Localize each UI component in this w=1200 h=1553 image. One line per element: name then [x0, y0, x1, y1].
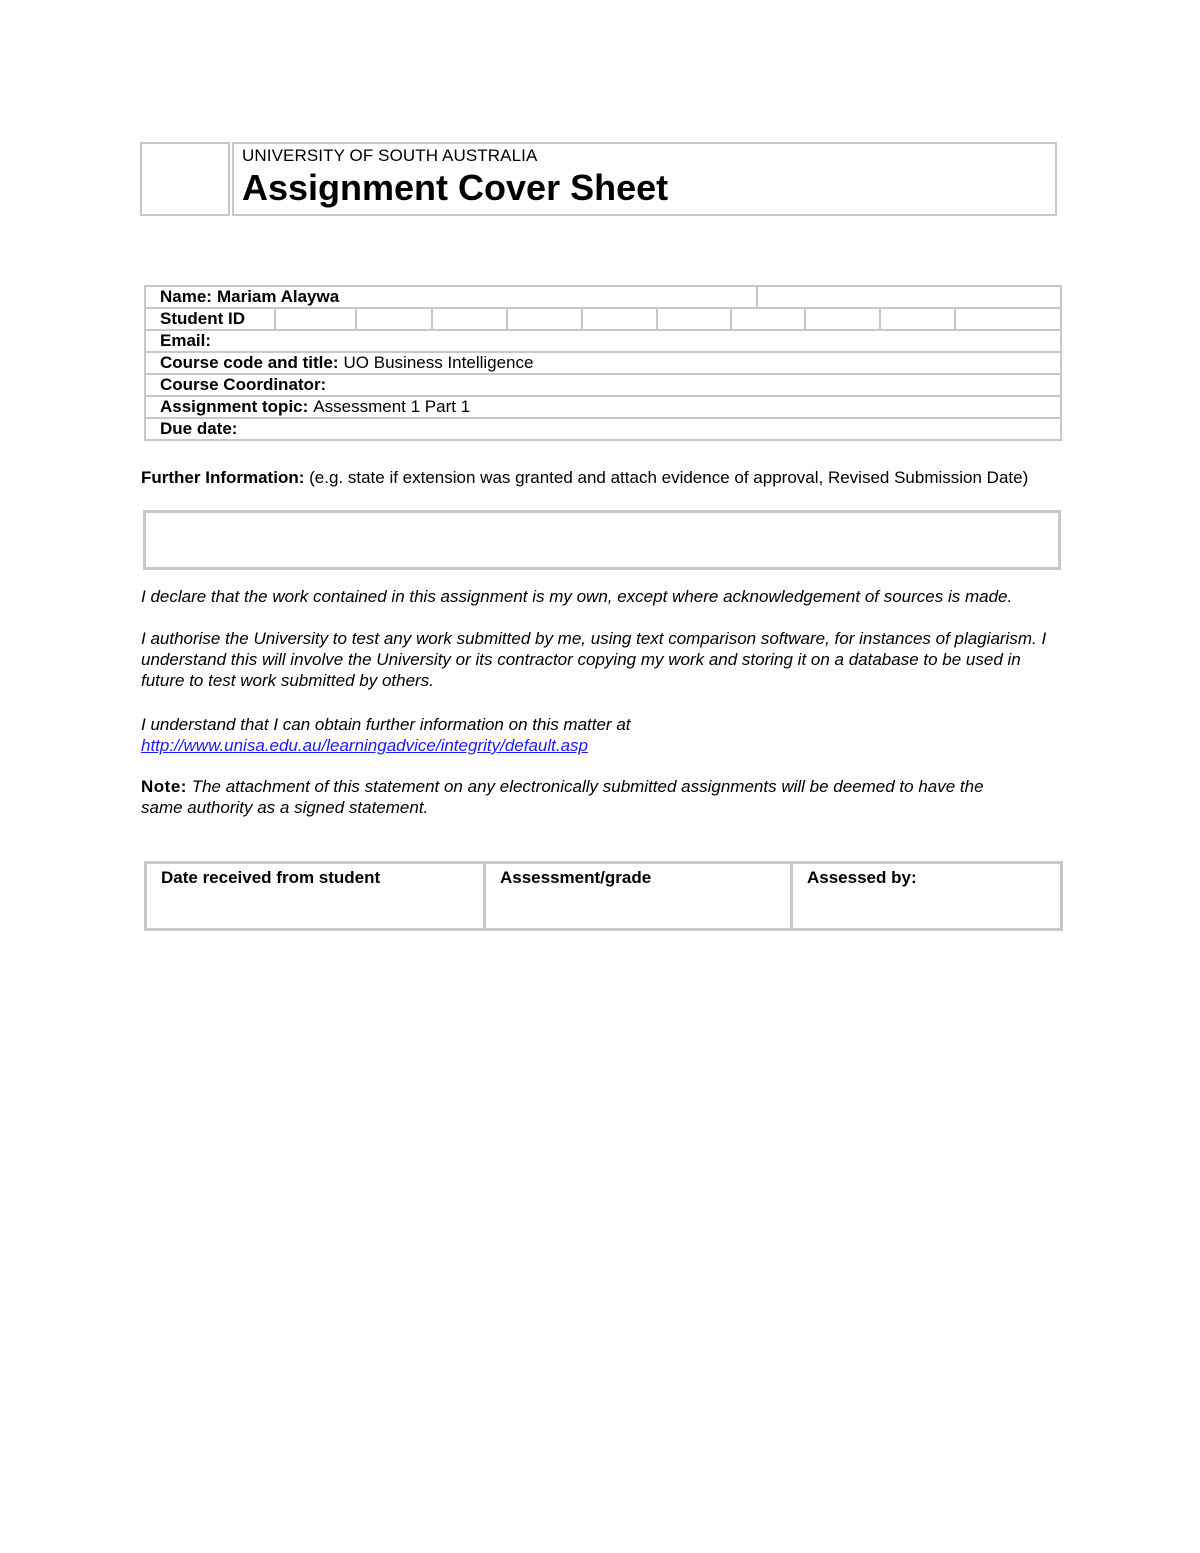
assessed-by-label: Assessed by:: [807, 868, 917, 887]
student-id-digit-6[interactable]: [658, 309, 732, 329]
declaration-further-info: [141, 714, 1061, 756]
coordinator-row[interactable]: [146, 375, 1060, 397]
course-value: UO Business Intelligence: [343, 353, 534, 372]
note-text: The attachment of this statement on any electronically submitted assignments will be deemed to have the same authority as a signed statement.: [141, 777, 984, 817]
declaration-own-work: I declare that the work contained in this assignment is my own, except where acknowledgement of sources is made.: [141, 587, 1013, 606]
student-id-digit-8[interactable]: [806, 309, 881, 329]
student-id-label: Student ID: [160, 309, 245, 328]
due-date-row[interactable]: [146, 419, 1060, 439]
further-info-label: Further Information:: [141, 468, 305, 487]
name-value: Mariam Alaywa: [216, 287, 340, 306]
student-id-digit-3[interactable]: [433, 309, 508, 329]
declaration-authorise: I authorise the University to test any work submitted by me, using text comparison software, for instances of plagiarism. I understand this will involve the University or its contractor copying my work and storing it on a database to be used in future to test work submitted by others.: [141, 629, 1047, 690]
student-id-digit-9[interactable]: [881, 309, 956, 329]
date-received-label: Date received from student: [161, 868, 381, 887]
header: [140, 142, 1057, 216]
student-id-digit-5[interactable]: [583, 309, 658, 329]
title-box: [232, 142, 1057, 216]
email-row[interactable]: [146, 331, 1060, 353]
office-use-table: [144, 861, 1063, 931]
university-name: UNIVERSITY OF SOUTH AUSTRALIA: [242, 146, 538, 165]
declaration-further-info-text: I understand that I can obtain further information on this matter at: [141, 715, 631, 734]
further-info-field[interactable]: [143, 510, 1061, 570]
name-row: [146, 287, 1060, 309]
grade-label: Assessment/grade: [500, 868, 652, 887]
student-id-digit-1[interactable]: [276, 309, 357, 329]
name-label: Name:: [160, 287, 212, 306]
logo-placeholder: [140, 142, 230, 216]
student-id-digit-7[interactable]: [732, 309, 806, 329]
student-id-digit-4[interactable]: [508, 309, 583, 329]
grade-cell[interactable]: [486, 864, 793, 928]
further-info-text: [141, 467, 1041, 488]
student-id-digit-2[interactable]: [357, 309, 433, 329]
due-date-label: Due date:: [160, 419, 238, 438]
course-row[interactable]: [146, 353, 1060, 375]
coordinator-label: Course Coordinator:: [160, 375, 327, 394]
further-info-hint: (e.g. state if extension was granted and attach evidence of approval, Revised Submission Date): [309, 468, 1029, 487]
integrity-link[interactable]: http://www.unisa.edu.au/learningadvice/integrity/default.asp: [141, 736, 588, 755]
note-label: Note:: [141, 777, 187, 796]
student-id-row: [146, 309, 1060, 331]
student-info-table: [144, 285, 1062, 441]
course-label: Course code and title:: [160, 353, 339, 372]
topic-value: Assessment 1 Part 1: [313, 397, 471, 416]
date-received-cell[interactable]: [147, 864, 486, 928]
student-id-label-cell: [146, 309, 276, 329]
name-cell[interactable]: [146, 287, 758, 307]
note: [141, 776, 1001, 818]
email-label: Email:: [160, 331, 212, 350]
assessed-by-cell[interactable]: [793, 864, 1060, 928]
topic-label: Assignment topic:: [160, 397, 309, 416]
page-title: Assignment Cover Sheet: [242, 167, 669, 208]
topic-row[interactable]: [146, 397, 1060, 419]
